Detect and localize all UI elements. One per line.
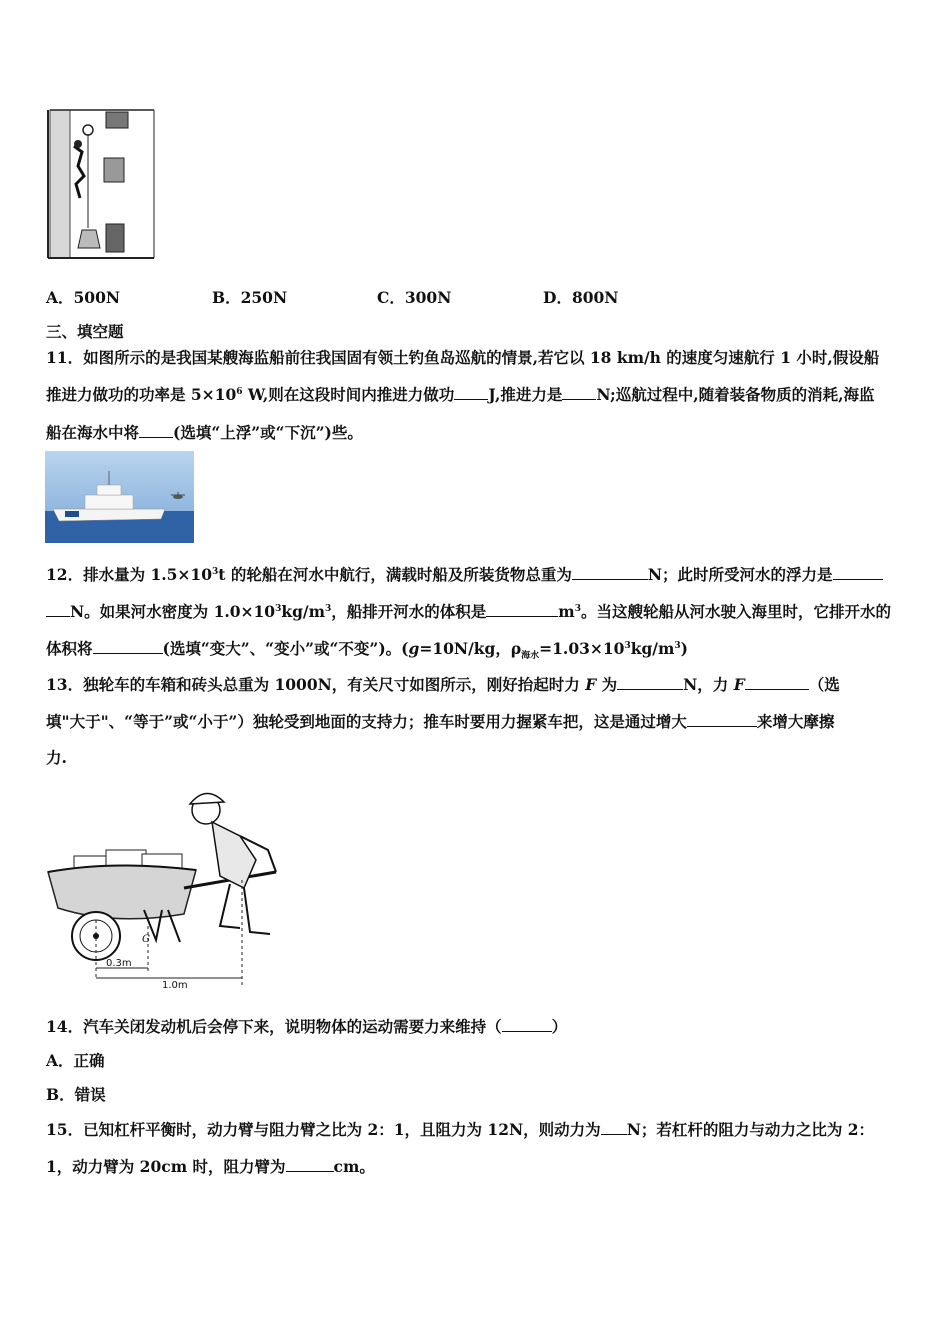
option-a: A．500N <box>46 288 121 307</box>
q11-line3: 船在海水中将 (选填“上浮”或“下沉”)些。 <box>46 423 363 442</box>
label-10m: 1.0m <box>162 980 188 990</box>
q12-line2: N。如果河水密度为 $1.0\times 10^3kg/m^3$，船排开河水的体积是 $m^3$。当这艘轮船从河水驶入海里时，它排开水的 <box>46 600 891 622</box>
q14-option-b: B．错误 <box>46 1085 106 1104</box>
pulley-figure <box>46 108 156 268</box>
section-title: 三、填空题 <box>46 322 124 341</box>
q15-line2: 1，动力臂为 20cm 时，阻力臂为 cm。 <box>46 1157 375 1176</box>
ship-photo <box>45 451 194 543</box>
option-d: D．800N <box>543 288 619 307</box>
q14-option-a: A．正确 <box>46 1051 105 1070</box>
q12-line1: 12．排水量为 $1.5\times 10^3t$ 的轮船在河水中航行，满载时船及所装货物总重为 N；此时所受河水的浮力是 <box>46 563 883 585</box>
q12-line3: 体积将 (选填“变大”、“变小”或“不变”)。(g=10N/kg，$\rho_{海水}=1.03\times 10^3kg/m^3$) <box>46 639 688 662</box>
q14-stem: 14．汽车关闭发动机后会停下来，说明物体的运动需要力来维持（ ） <box>46 1017 568 1036</box>
option-c: C．300N <box>377 288 452 307</box>
q13-line3: 力. <box>46 748 67 767</box>
q15-line1: 15．已知杠杆平衡时，动力臂与阻力臂之比为 2：1，且阻力为 12N，则动力为 N；若杠杆的阻力与动力之比为 2： <box>46 1120 875 1139</box>
q13-line1: 13．独轮车的车箱和砖头总重为 1000N，有关尺寸如图所示，刚好抬起时力 F 为 N，力 F （选 <box>46 675 840 694</box>
q13-line2: 填"大于"、“等于”或“小于”）独轮受到地面的支持力；推车时要用力握紧车把，这是通过增大 来增大摩擦 <box>46 712 835 731</box>
wheelbarrow-figure <box>44 780 284 990</box>
option-b: B．250N <box>212 288 288 307</box>
q11-line2: 推进力做功的功率是 $5\times 10^6$ W,则在这段时间内推进力做功 J,推进力是 N;巡航过程中,随着装备物质的消耗,海监 <box>46 385 875 404</box>
label-03m: 0.3m <box>106 958 132 969</box>
q11-line1: 11．如图所示的是我国某艘海监船前往我国固有领土钓鱼岛巡航的情景,若它以 18 km/h 的速度匀速航行 1 小时,假设船 <box>46 348 880 367</box>
label-g: G <box>142 934 150 945</box>
